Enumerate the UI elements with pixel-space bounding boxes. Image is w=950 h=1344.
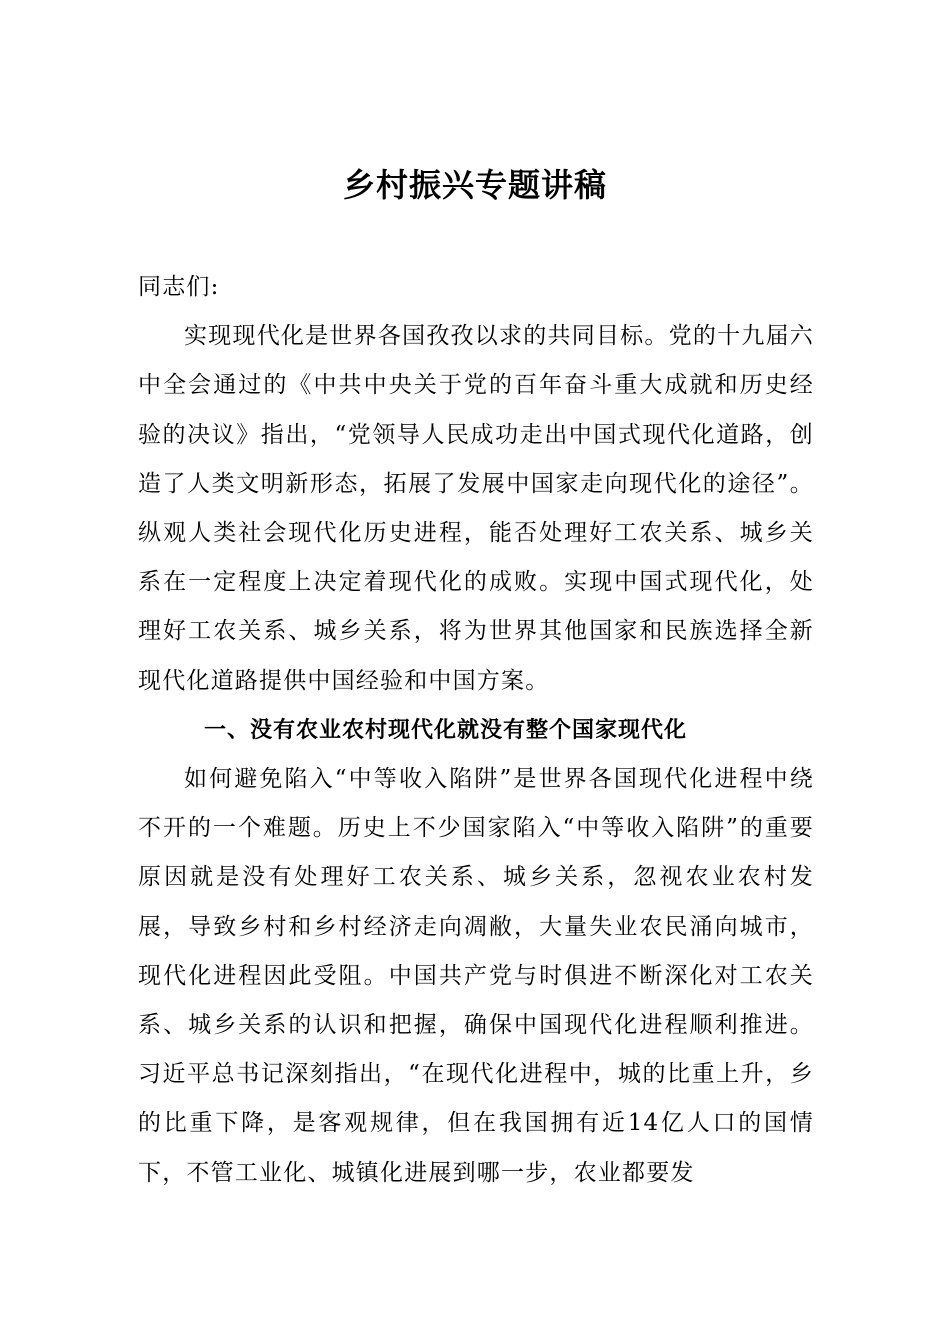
greeting: 同志们:	[138, 274, 220, 300]
section-heading-1: 一、没有农业农村现代化就没有整个国家现代化	[204, 717, 688, 743]
paragraph-intro: 实现现代化是世界各国孜孜以求的共同目标。党的十九届六中全会通过的《中共中央关于党的百年奋斗重大成就和历史经验的决议》指出，“党领导人民成功走出中国式现代化道路，创造了人类文明新形态，拓展了发展中国家走向现代化的途径”。纵观人类社会现代化历史进程，能否处理好工农关系、城乡关系在一定程度上决定着现代化的成败。实现中国式现代化，处理好工农关系、城乡关系，将为世界其他国家和民族选择全新现代化道路提供中国经验和中国方案。	[138, 323, 814, 694]
document-body	[138, 263, 814, 1198]
paragraph-section-1: 如何避免陷入“中等收入陷阱”是世界各国现代化进程中绕不开的一个难题。历史上不少国家陷入“中等收入陷阱”的重要原因就是没有处理好工农关系、城乡关系，忽视农业农村发展，导致乡村和乡村经济走向凋敝，大量失业农民涌向城市，现代化进程因此受阻。中国共产党与时俱进不断深化对工农关系、城乡关系的认识和把握，确保中国现代化进程顺利推进。习近平总书记深刻指出，“在现代化进程中，城的比重上升，乡的比重下降，是客观规律，但在我国拥有近14亿人口的国情下，不管工业化、城镇化进展到哪一步，农业都要发	[138, 766, 814, 1186]
document-title: 乡村振兴专题讲稿	[342, 166, 607, 204]
